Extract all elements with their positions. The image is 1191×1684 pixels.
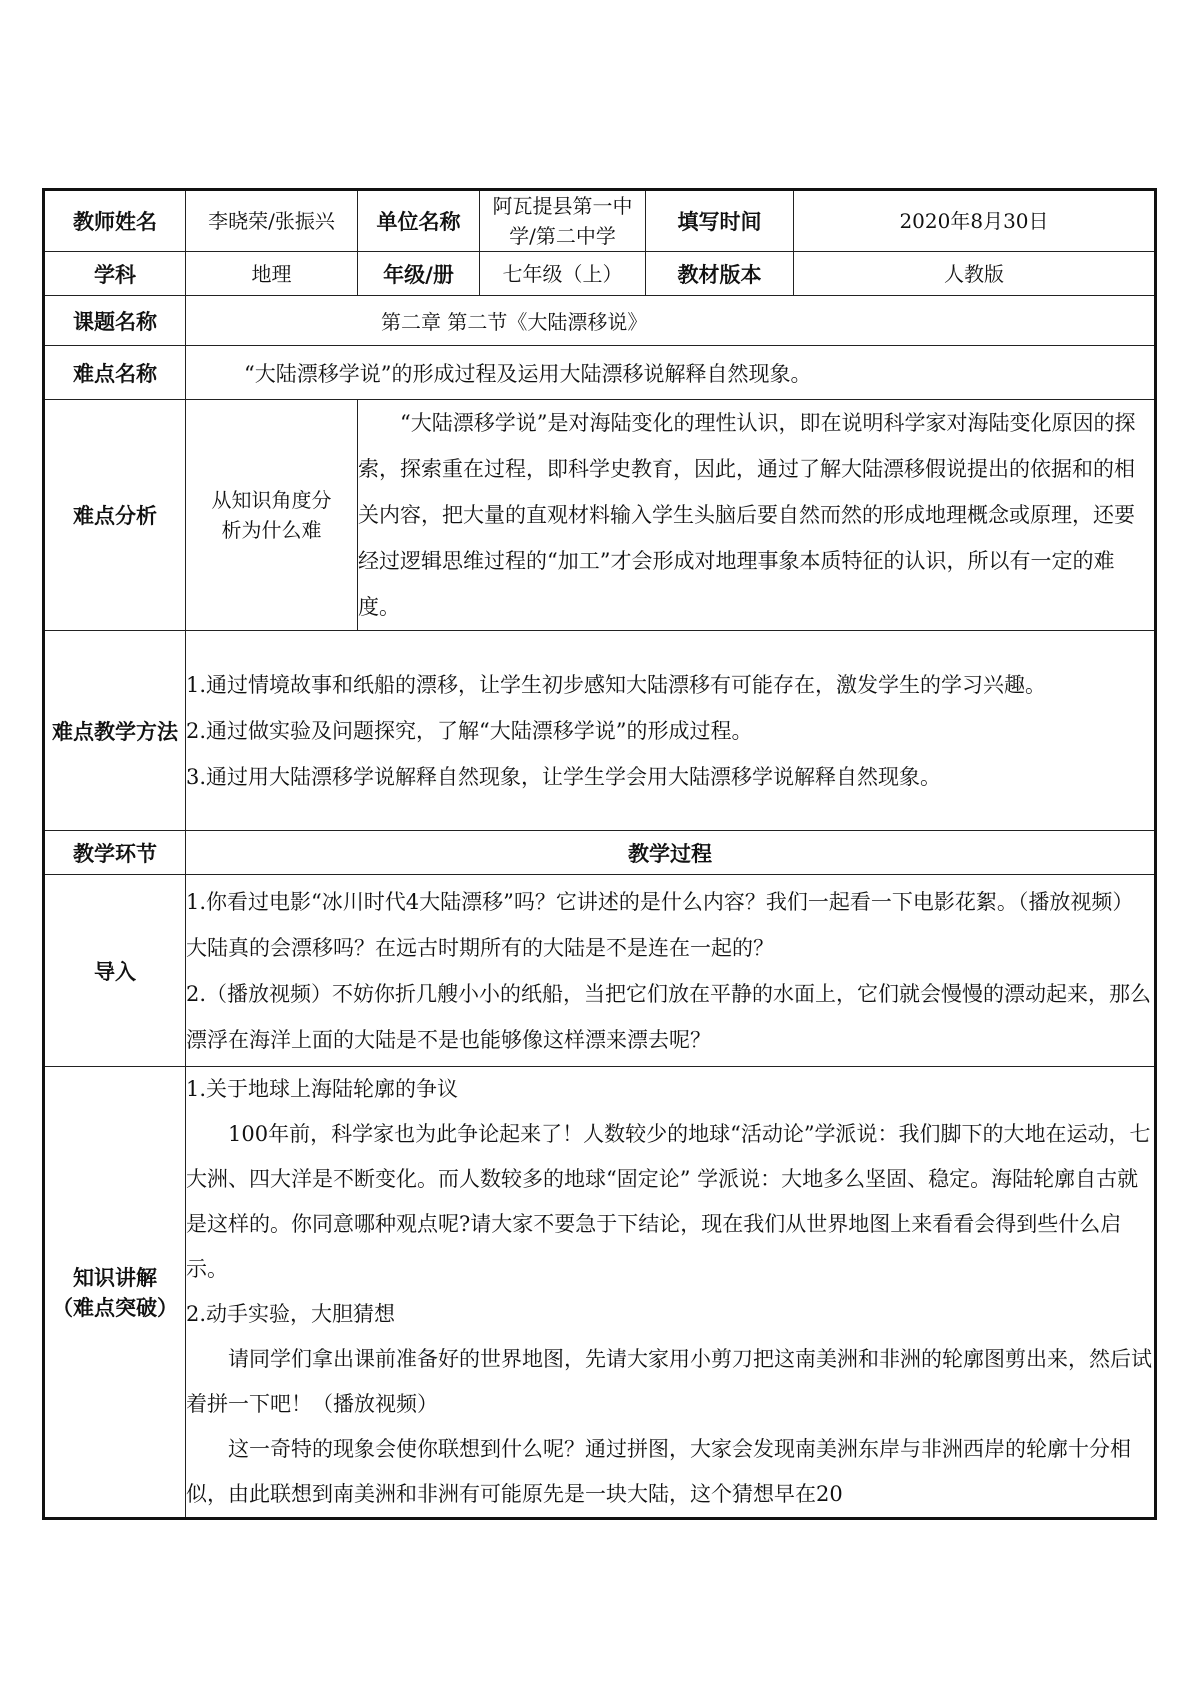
intro-body <box>186 875 1156 1067</box>
methods-label: 难点教学方法 <box>44 631 186 831</box>
process-title: 教学过程 <box>186 831 1156 875</box>
edition-label: 教材版本 <box>646 252 794 296</box>
difficulty-value: “大陆漂移学说”的形成过程及运用大陆漂移说解释自然现象。 <box>186 346 1156 400</box>
topic-row <box>44 296 1156 346</box>
process-section-label: 教学环节 <box>44 831 186 875</box>
topic-value: 第二章 第二节《大陆漂移说》 <box>186 296 1156 346</box>
subject-value: 地理 <box>186 252 358 296</box>
knowledge-p2: 100年前，科学家也为此争论起来了！人数较少的地球“活动论”学派说：我们脚下的大地在运动，七大洲、四大洋是不断变化。而人数较多的地球“固定论” 学派说：大地多么坚固、稳定。海陆轮廓自古就是这样的。你同意哪种观点呢?请大家不要急于下结论，现在我们从世界地图上来看看会得到些什么启示。 <box>186 1122 1151 1281</box>
knowledge-row <box>44 1067 1156 1519</box>
analysis-paragraph: “大陆漂移学说”是对海陆变化的理性认识，即在说明科学家对海陆变化原因的探索，探索重在过程，即科学史教育，因此，通过了解大陆漂移假说提出的依据和的相关内容，把大量的直观材料输入学生头脑后要自然而然的形成地理概念或原理，还要经过逻辑思维过程的“加工”才会形成对地理事象本质特征的认识，所以有一定的难度。 <box>358 411 1136 619</box>
grade-value: 七年级（上） <box>480 252 646 296</box>
unit-value: 阿瓦提县第一中学/第二中学 <box>480 190 646 252</box>
edition-value: 人教版 <box>794 252 1156 296</box>
knowledge-label-line2: （难点突破） <box>52 1296 178 1320</box>
knowledge-label <box>44 1067 186 1519</box>
knowledge-p3: 2.动手实验，大胆猜想 <box>186 1302 396 1326</box>
grade-label: 年级/册 <box>358 252 480 296</box>
methods-item: 2.通过做实验及问题探究，了解“大陆漂移学说”的形成过程。 <box>186 718 753 743</box>
knowledge-p4: 请同学们拿出课前准备好的世界地图，先请大家用小剪刀把这南美洲和非洲的轮廓图剪出来，然后试着拼一下吧！（播放视频） <box>186 1347 1152 1416</box>
process-header-row <box>44 831 1156 875</box>
unit-label: 单位名称 <box>358 190 480 252</box>
knowledge-label-line1: 知识讲解 <box>73 1266 157 1290</box>
analysis-sub-label: 从知识角度分析为什么难 <box>186 400 358 631</box>
header-row-1 <box>44 190 1156 252</box>
intro-item: 1.你看过电影“冰川时代4大陆漂移”吗？它讲述的是什么内容？我们一起看一下电影花絮。（播放视频）大陆真的会漂移吗？在远古时期所有的大陆是不是连在一起的？ <box>186 889 1134 960</box>
date-label: 填写时间 <box>646 190 794 252</box>
knowledge-body <box>186 1067 1156 1519</box>
difficulty-row <box>44 346 1156 400</box>
lesson-plan-table <box>42 188 1157 1520</box>
teacher-label: 教师姓名 <box>44 190 186 252</box>
header-row-2 <box>44 252 1156 296</box>
intro-row <box>44 875 1156 1067</box>
topic-label: 课题名称 <box>44 296 186 346</box>
subject-label: 学科 <box>44 252 186 296</box>
methods-item: 3.通过用大陆漂移学说解释自然现象，让学生学会用大陆漂移学说解释自然现象。 <box>186 764 942 789</box>
methods-item: 1.通过情境故事和纸船的漂移，让学生初步感知大陆漂移有可能存在，激发学生的学习兴趣。 <box>186 672 1047 697</box>
analysis-label: 难点分析 <box>44 400 186 631</box>
analysis-row <box>44 400 1156 631</box>
difficulty-label: 难点名称 <box>44 346 186 400</box>
knowledge-p1: 1.关于地球上海陆轮廓的争议 <box>186 1077 459 1101</box>
date-value: 2020年8月30日 <box>794 190 1156 252</box>
knowledge-p5: 这一奇特的现象会使你联想到什么呢？通过拼图，大家会发现南美洲东岸与非洲西岸的轮廓十分相似，由此联想到南美洲和非洲有可能原先是一块大陆，这个猜想早在20 <box>186 1437 1131 1506</box>
teacher-value: 李晓荣/张振兴 <box>186 190 358 252</box>
methods-row <box>44 631 1156 831</box>
methods-body <box>186 631 1156 831</box>
analysis-text <box>358 400 1156 631</box>
intro-label: 导入 <box>44 875 186 1067</box>
intro-item: 2.（播放视频）不妨你折几艘小小的纸船，当把它们放在平静的水面上，它们就会慢慢的漂动起来，那么漂浮在海洋上面的大陆是不是也能够像这样漂来漂去呢？ <box>186 981 1152 1052</box>
